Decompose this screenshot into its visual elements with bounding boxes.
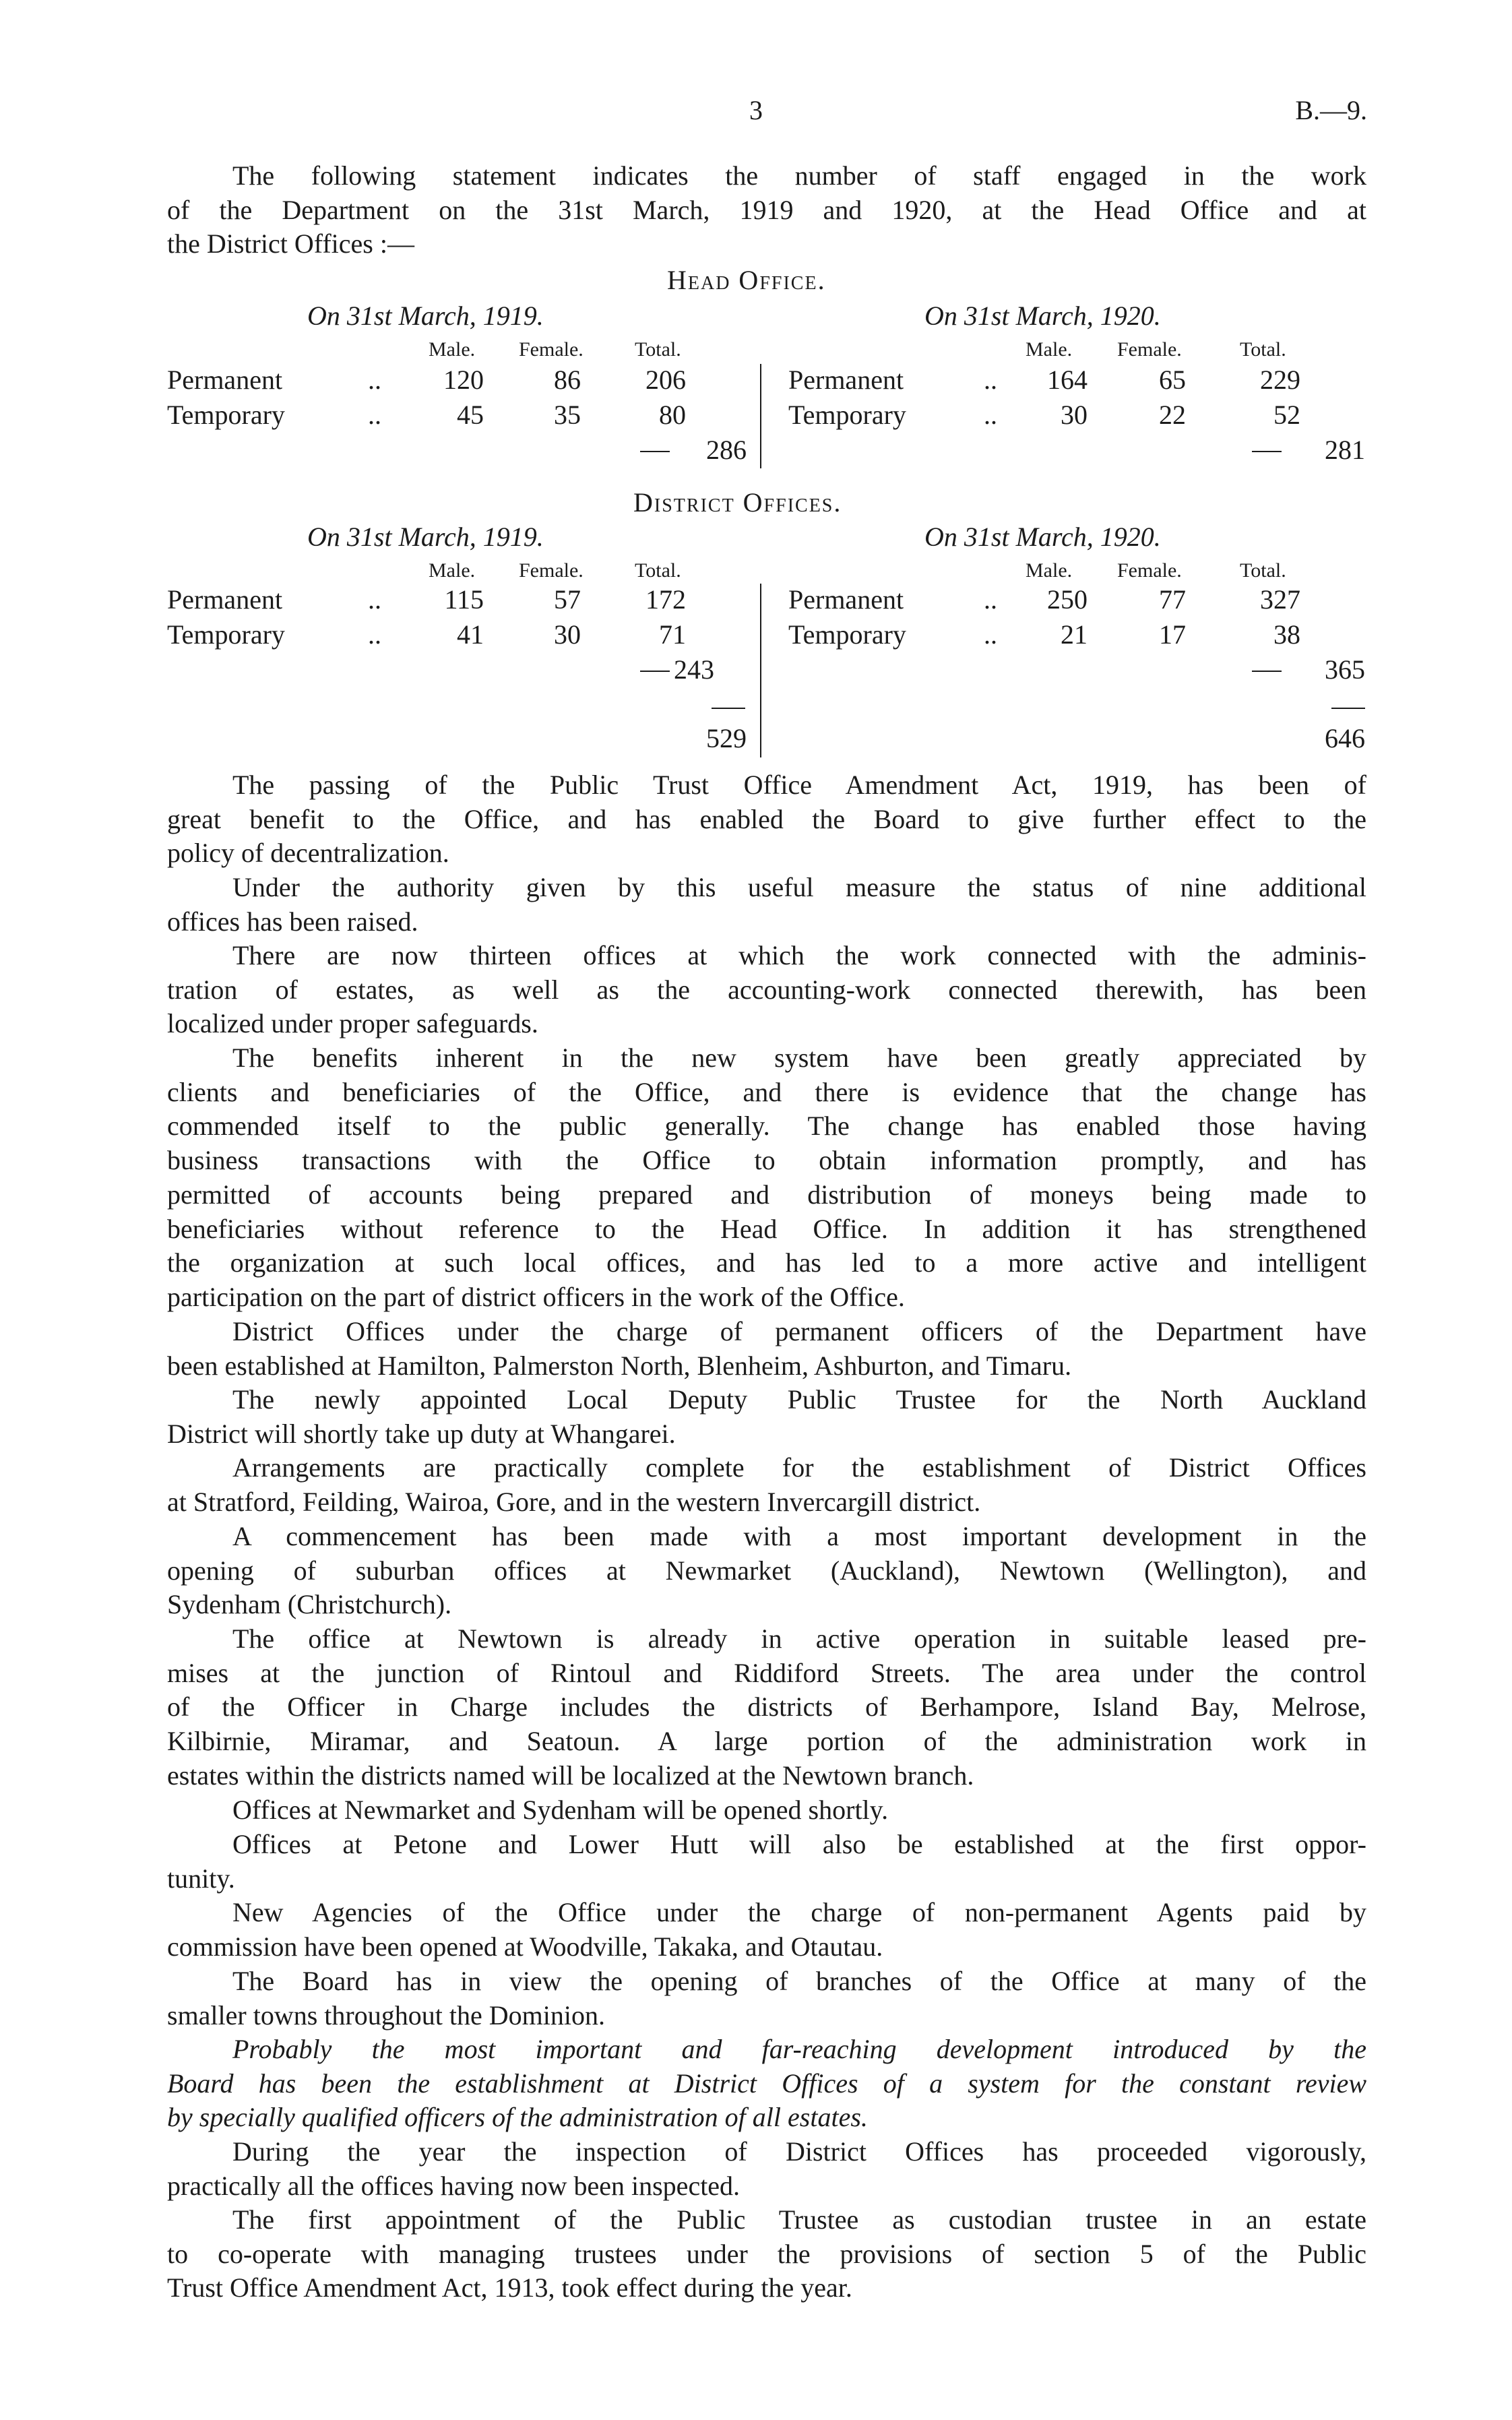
female-value: 17: [1159, 619, 1186, 650]
col-female: Female.: [1117, 559, 1182, 582]
text-line: Probably the most important and far-reaching development introduced by the: [232, 2034, 1366, 2064]
paragraph: [167, 1383, 1366, 1451]
female-value: 22: [1159, 400, 1186, 430]
total-value: 206: [645, 365, 686, 395]
row-dots: ..: [368, 584, 381, 615]
paragraph: [167, 2135, 1366, 2203]
text-line: practically all the offices having now been inspected.: [167, 2170, 741, 2201]
male-value: 41: [457, 619, 484, 650]
text-line: The following statement indicates the number of staff engaged in the work: [232, 160, 1366, 191]
head-office-period-1920: On 31st March, 1920.: [924, 301, 1161, 331]
female-value: 30: [554, 619, 581, 650]
paragraph: [167, 1828, 1366, 1896]
total-rule: [712, 708, 745, 709]
text-line: commended itself to the public generally. The change has enabled those having: [167, 1111, 1366, 1142]
head-office-period-1919: On 31st March, 1919.: [307, 301, 544, 331]
text-line: by specially qualified officers of the administration of all estates.: [167, 2102, 868, 2133]
female-value: 57: [554, 584, 581, 615]
text-line: been established at Hamilton, Palmerston North, Blenheim, Ashburton, and Timaru.: [167, 1350, 1072, 1381]
paragraph: [167, 1622, 1366, 1793]
col-male: Male.: [429, 338, 476, 361]
male-value: 250: [1047, 584, 1088, 615]
text-line: Arrangements are practically complete for the establishment of District Offices: [232, 1452, 1366, 1483]
col-female: Female.: [1117, 338, 1182, 361]
row-dots: ..: [368, 400, 381, 430]
paragraph: [167, 1451, 1366, 1519]
female-value: 77: [1159, 584, 1186, 615]
female-value: 86: [554, 365, 581, 395]
text-line: business transactions with the Office to obtain information promptly, and has: [167, 1145, 1366, 1176]
text-line: Board has been the establishment at District Offices of a system for the constant review: [167, 2068, 1366, 2099]
row-dots: ..: [984, 365, 997, 395]
male-value: 164: [1047, 365, 1088, 395]
row-dots: ..: [368, 365, 381, 395]
subtotal-value: 281: [1325, 435, 1365, 465]
row-label: Temporary: [788, 400, 906, 430]
paragraph: [167, 1896, 1366, 1964]
text-line: The newly appointed Local Deputy Public Trustee for the North Auckland: [232, 1384, 1366, 1415]
paragraph-italic: [167, 2033, 1366, 2135]
col-male: Male.: [429, 559, 476, 582]
column-divider: [760, 364, 761, 468]
total-value: 71: [659, 619, 686, 650]
paragraph: [167, 871, 1366, 939]
text-line: tunity.: [167, 1863, 235, 1894]
text-line: There are now thirteen offices at which the work connected with the adminis-: [232, 940, 1366, 970]
text-line: at Stratford, Feilding, Wairoa, Gore, and in the western Invercargill district.: [167, 1486, 981, 1517]
grand-total-1919: 529: [706, 723, 747, 753]
text-line: Sydenham (Christchurch).: [167, 1589, 452, 1620]
paragraph: [167, 939, 1366, 1041]
paragraph: [167, 1964, 1366, 2033]
text-line: New Agencies of the Office under the charge of non-permanent Agents paid by: [232, 1897, 1366, 1927]
text-line: Under the authority given by this useful measure the status of nine additional: [232, 872, 1366, 902]
row-label: Permanent: [167, 584, 283, 615]
female-value: 35: [554, 400, 581, 430]
document-reference: B.—9.: [1295, 95, 1367, 125]
female-value: 65: [1159, 365, 1186, 395]
text-line: commission have been opened at Woodville, Takaka, and Otautau.: [167, 1931, 883, 1962]
col-total: Total.: [635, 338, 681, 361]
text-line: the organization at such local offices, and has led to a more active and intelligent: [167, 1247, 1366, 1278]
text-line: tration of estates, as well as the accounting-work connected therewith, has been: [167, 974, 1366, 1005]
district-offices-title: District Offices.: [633, 487, 842, 518]
text-line: The office at Newtown is already in active operation in suitable leased pre-: [232, 1623, 1366, 1654]
text-line: District Offices under the charge of permanent officers of the Department have: [232, 1316, 1366, 1346]
text-line: to co-operate with managing trustees under the provisions of section 5 of the Public: [167, 2238, 1366, 2269]
text-line: mises at the junction of Rintoul and Riddiford Streets. The area under the control: [167, 1657, 1366, 1688]
head-office-title: Head Office.: [667, 265, 826, 295]
total-value: 52: [1273, 400, 1300, 430]
text-line: permitted of accounts being prepared and distribution of moneys being made to: [167, 1179, 1366, 1210]
male-value: 115: [444, 584, 484, 615]
row-dots: ..: [984, 584, 997, 615]
district-period-1920: On 31st March, 1920.: [924, 522, 1161, 552]
text-line: localized under proper safeguards.: [167, 1008, 538, 1039]
text-line: Trust Office Amendment Act, 1913, took effect during the year.: [167, 2272, 852, 2303]
text-line: great benefit to the Office, and has enabled the Board to give further effect to the: [167, 803, 1366, 834]
subtotal-value: 365: [1325, 654, 1365, 685]
total-value: 80: [659, 400, 686, 430]
subtotal-value: 243: [674, 654, 714, 685]
paragraph: [167, 1041, 1366, 1315]
total-rule: [1331, 708, 1365, 709]
row-label: Temporary: [167, 400, 285, 430]
text-line: During the year the inspection of District Offices has proceeded vigorously,: [232, 2136, 1366, 2167]
subtotal-value: 286: [706, 435, 747, 465]
male-value: 21: [1061, 619, 1088, 650]
grand-total-1920: 646: [1325, 723, 1365, 753]
paragraph: [167, 1315, 1366, 1383]
row-dots: ..: [368, 619, 381, 650]
text-line: of the Officer in Charge includes the districts of Berhampore, Island Bay, Melrose,: [167, 1692, 1366, 1723]
subtotal-dash: [1252, 671, 1282, 672]
text-line: The benefits inherent in the new system have been greatly appreciated by: [232, 1043, 1366, 1073]
paragraph: [167, 2203, 1366, 2305]
text-line: estates within the districts named will be localized at the Newtown branch.: [167, 1760, 974, 1791]
total-value: 38: [1273, 619, 1300, 650]
text-line: offices has been raised.: [167, 906, 418, 937]
text-line: smaller towns throughout the Dominion.: [167, 1999, 605, 2030]
text-line: A commencement has been made with a most important development in the: [232, 1521, 1366, 1551]
total-value: 172: [645, 584, 686, 615]
row-dots: ..: [984, 619, 997, 650]
text-line: The Board has in view the opening of branches of the Office at many of the: [232, 1966, 1366, 1996]
text-line: policy of decentralization.: [167, 838, 449, 869]
row-label: Temporary: [788, 619, 906, 650]
text-line: Kilbirnie, Miramar, and Seatoun. A large portion of the administration work in: [167, 1726, 1366, 1757]
text-line: the District Offices :—: [167, 228, 414, 259]
row-label: Permanent: [167, 365, 283, 395]
district-period-1919: On 31st March, 1919.: [307, 522, 544, 552]
row-label: Temporary: [167, 619, 285, 650]
text-line: clients and beneficiaries of the Office, and there is evidence that the change has: [167, 1076, 1366, 1107]
intro-paragraph: [167, 159, 1366, 261]
row-dots: ..: [984, 400, 997, 430]
text-line: beneficiaries without reference to the Head Office. In addition it has strengthened: [167, 1213, 1366, 1244]
total-value: 327: [1260, 584, 1300, 615]
col-total: Total.: [1240, 559, 1286, 582]
paragraph: [167, 768, 1366, 871]
text-line: The passing of the Public Trust Office Amendment Act, 1919, has been of: [232, 770, 1366, 800]
row-label: Permanent: [788, 365, 904, 395]
paragraph: [167, 1793, 1366, 1828]
page-number: 3: [749, 95, 763, 125]
text-line: District will shortly take up duty at Whangarei.: [167, 1418, 676, 1449]
text-line: Offices at Newmarket and Sydenham will be opened shortly.: [232, 1795, 889, 1825]
column-divider: [760, 584, 761, 757]
subtotal-dash: [1252, 451, 1282, 452]
text-line: opening of suburban offices at Newmarket (Auckland), Newtown (Wellington), and: [167, 1555, 1366, 1586]
male-value: 45: [457, 400, 484, 430]
col-male: Male.: [1026, 338, 1073, 361]
col-male: Male.: [1026, 559, 1073, 582]
text-line: participation on the part of district officers in the work of the Office.: [167, 1281, 905, 1312]
text-line: Offices at Petone and Lower Hutt will also be established at the first oppor-: [232, 1829, 1366, 1859]
total-value: 229: [1260, 365, 1300, 395]
text-line: of the Department on the 31st March, 1919 and 1920, at the Head Office and at: [167, 194, 1366, 225]
row-label: Permanent: [788, 584, 904, 615]
col-total: Total.: [1240, 338, 1286, 361]
col-female: Female.: [519, 559, 584, 582]
col-total: Total.: [635, 559, 681, 582]
col-female: Female.: [519, 338, 584, 361]
male-value: 120: [443, 365, 484, 395]
male-value: 30: [1061, 400, 1088, 430]
text-line: The first appointment of the Public Trustee as custodian trustee in an estate: [232, 2204, 1366, 2235]
paragraph: [167, 1520, 1366, 1622]
